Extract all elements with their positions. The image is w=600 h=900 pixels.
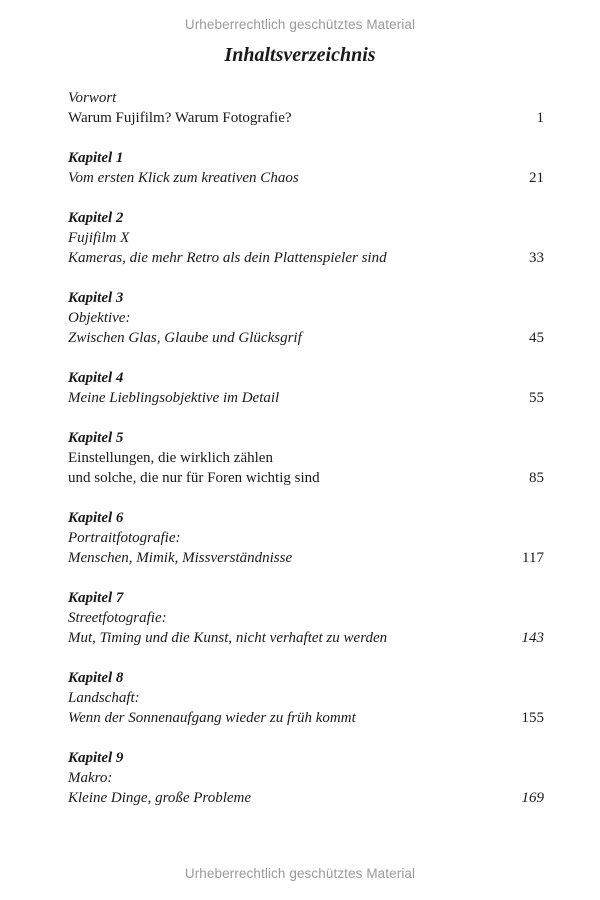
entry-subtitle: Objektive: (68, 310, 131, 326)
entry-page-number: 1 (536, 110, 544, 126)
entry-title: Warum Fujifilm? Warum Fotografie? (68, 110, 292, 126)
toc-entry-kapitel-6 (68, 508, 544, 568)
entry-subtitle: Portraitfotografie: (68, 530, 181, 546)
entry-subtitle: Makro: (68, 770, 113, 786)
entry-title: Menschen, Mimik, Missverständnisse (68, 550, 293, 566)
watermark-bottom: Urheberrechtlich geschütztes Material (184, 866, 416, 881)
watermark-top: Urheberrechtlich geschütztes Material (184, 17, 416, 32)
entry-title: Kleine Dinge, große Probleme (68, 790, 252, 806)
toc-entry-kapitel-8 (68, 668, 544, 728)
entry-page-number: 33 (529, 250, 544, 266)
page-title: Inhaltsverzeichnis (224, 44, 376, 66)
entry-page-number: 117 (522, 550, 544, 566)
entry-subtitle: Streetfotografie: (68, 610, 167, 626)
entry-title: Zwischen Glas, Glaube und Glücksgrif (68, 330, 302, 346)
entry-page-number: 169 (521, 790, 544, 806)
entry-page-number: 85 (529, 470, 544, 486)
entry-label: Kapitel 3 (68, 290, 124, 306)
entry-subtitle: Fujifilm X (68, 230, 130, 246)
toc-entry-kapitel-5 (68, 428, 544, 488)
entry-page-number: 21 (529, 170, 544, 186)
entry-title: Meine Lieblingsobjektive im Detail (68, 390, 280, 406)
entry-title: und solche, die nur für Foren wichtig sind (68, 470, 320, 486)
entry-label: Kapitel 1 (68, 150, 124, 166)
toc-entry-kapitel-4 (68, 368, 544, 408)
entry-title: Mut, Timing und die Kunst, nicht verhaftet zu werden (68, 630, 388, 646)
entry-title: Wenn der Sonnenaufgang wieder zu früh kommt (68, 710, 356, 726)
entry-label: Kapitel 8 (68, 670, 124, 686)
entry-label: Kapitel 6 (68, 510, 124, 526)
toc-entry-kapitel-3 (68, 288, 544, 348)
toc-entry-kapitel-9 (68, 748, 544, 808)
toc-entry-kapitel-2 (68, 208, 544, 268)
toc-entry-kapitel-1 (68, 148, 544, 188)
entry-page-number: 55 (529, 390, 544, 406)
entry-label: Kapitel 7 (68, 590, 124, 606)
toc-entry-vorwort (68, 88, 544, 128)
entry-label: Kapitel 4 (68, 370, 124, 386)
entry-title: Kameras, die mehr Retro als dein Plattenspieler sind (68, 250, 387, 266)
entry-label: Vorwort (68, 90, 117, 106)
toc-entry-kapitel-7 (68, 588, 544, 648)
entry-label: Kapitel 2 (68, 210, 124, 226)
entry-label: Kapitel 9 (68, 750, 124, 766)
entry-page-number: 155 (521, 710, 544, 726)
entry-subtitle: Landschaft: (68, 690, 140, 706)
entry-page-number: 143 (521, 630, 544, 646)
entry-page-number: 45 (529, 330, 544, 346)
entry-subtitle: Einstellungen, die wirklich zählen (68, 450, 273, 466)
entry-title: Vom ersten Klick zum kreativen Chaos (68, 170, 299, 186)
entry-label: Kapitel 5 (68, 430, 124, 446)
